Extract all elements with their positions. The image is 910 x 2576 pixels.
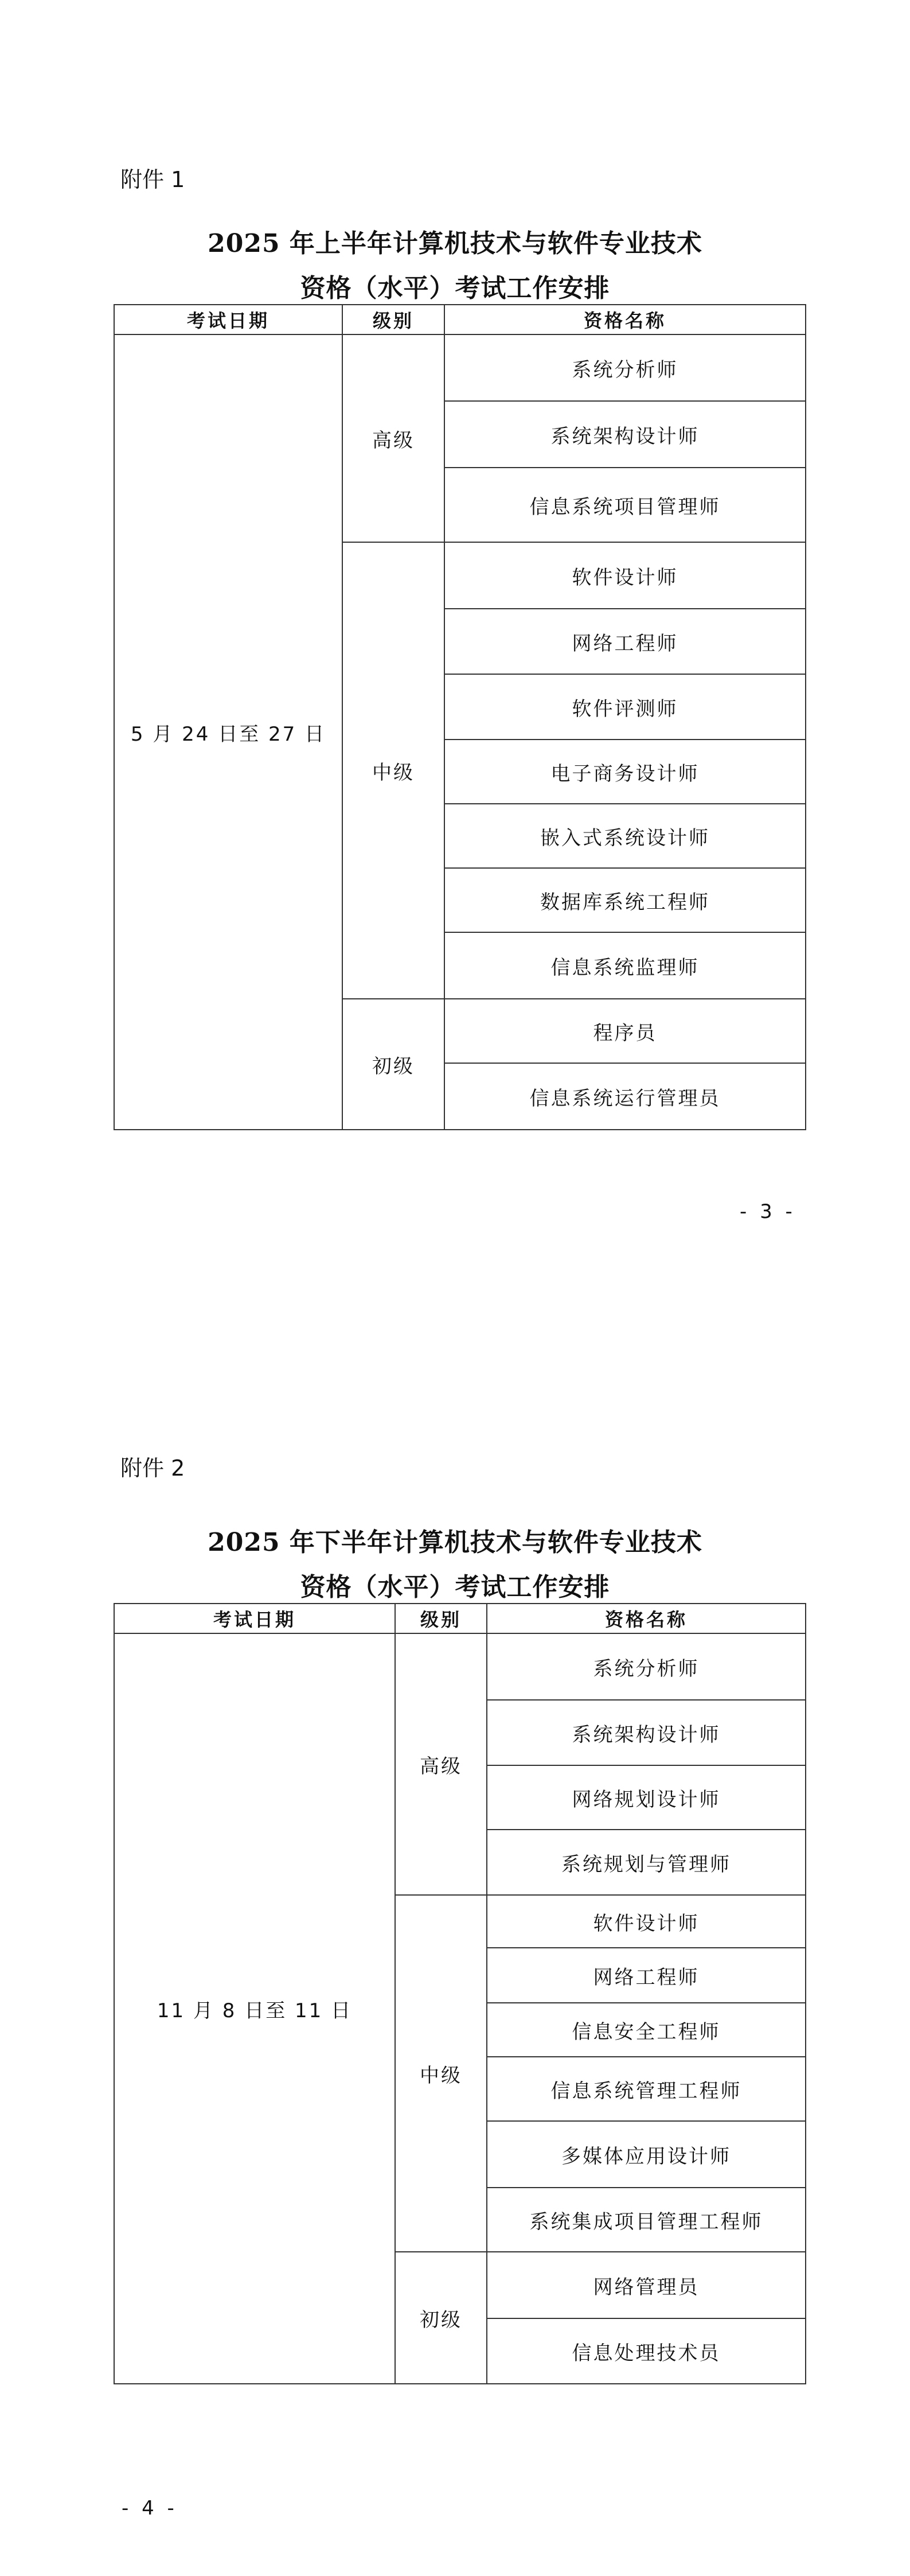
table-header-row — [114, 1604, 806, 1633]
qualification-cell: 系统架构设计师 — [487, 1700, 806, 1765]
qualification-cell: 软件评测师 — [444, 674, 806, 740]
qualification-cell: 系统规划与管理师 — [487, 1830, 806, 1895]
qualification-cell: 系统集成项目管理工程师 — [487, 2188, 806, 2252]
level-junior: 初级 — [342, 999, 444, 1130]
qualification-cell: 软件设计师 — [487, 1895, 806, 1948]
page-number-4: - 4 - — [122, 2497, 178, 2520]
page2-title-line2: 资格（水平）考试工作安排 — [300, 1573, 610, 1602]
schedule-table-1 — [114, 304, 806, 1130]
qualification-cell: 网络管理员 — [487, 2252, 806, 2318]
page-number-3: - 3 - — [740, 1200, 796, 1223]
level-senior: 高级 — [342, 334, 444, 542]
table-header-row — [114, 305, 806, 334]
qualification-cell: 网络工程师 — [487, 1948, 806, 2003]
qualification-cell: 信息系统运行管理员 — [444, 1063, 806, 1130]
qualification-cell: 信息系统项目管理师 — [444, 468, 806, 542]
qualification-cell: 系统架构设计师 — [444, 401, 806, 468]
header-exam-date: 考试日期 — [114, 1604, 395, 1633]
header-exam-date: 考试日期 — [114, 305, 342, 334]
qualification-cell: 信息系统监理师 — [444, 932, 806, 999]
level-junior: 初级 — [395, 2252, 487, 2384]
qualification-cell: 系统分析师 — [487, 1633, 806, 1700]
attachment-label-1: 附件 1 — [120, 167, 185, 192]
page1-title-line1: 2025 年上半年计算机技术与软件专业技术 — [208, 229, 702, 258]
exam-date-cell: 11 月 8 日至 11 日 — [114, 1633, 395, 2384]
schedule-table-2 — [114, 1603, 806, 2384]
attachment-label-2: 附件 2 — [120, 1456, 185, 1481]
page1-title-line2: 资格（水平）考试工作安排 — [300, 274, 610, 303]
qualification-cell: 数据库系统工程师 — [444, 868, 806, 932]
qualification-cell: 系统分析师 — [444, 334, 806, 401]
qualification-cell: 信息系统管理工程师 — [487, 2057, 806, 2121]
exam-date-cell: 5 月 24 日至 27 日 — [114, 334, 342, 1130]
qualification-cell: 嵌入式系统设计师 — [444, 804, 806, 868]
level-intermediate: 中级 — [342, 542, 444, 999]
qualification-cell: 网络工程师 — [444, 609, 806, 674]
qualification-cell: 网络规划设计师 — [487, 1765, 806, 1830]
page2-title-line1: 2025 年下半年计算机技术与软件专业技术 — [208, 1528, 702, 1557]
qualification-cell: 软件设计师 — [444, 542, 806, 609]
qualification-cell: 多媒体应用设计师 — [487, 2121, 806, 2188]
header-qualification: 资格名称 — [444, 305, 806, 334]
qualification-cell: 信息处理技术员 — [487, 2318, 806, 2384]
level-senior: 高级 — [395, 1633, 487, 1895]
qualification-cell: 程序员 — [444, 999, 806, 1063]
header-qualification: 资格名称 — [487, 1604, 806, 1633]
qualification-cell: 信息安全工程师 — [487, 2003, 806, 2057]
level-intermediate: 中级 — [395, 1895, 487, 2252]
qualification-cell: 电子商务设计师 — [444, 740, 806, 804]
header-level: 级别 — [395, 1604, 487, 1633]
header-level: 级别 — [342, 305, 444, 334]
